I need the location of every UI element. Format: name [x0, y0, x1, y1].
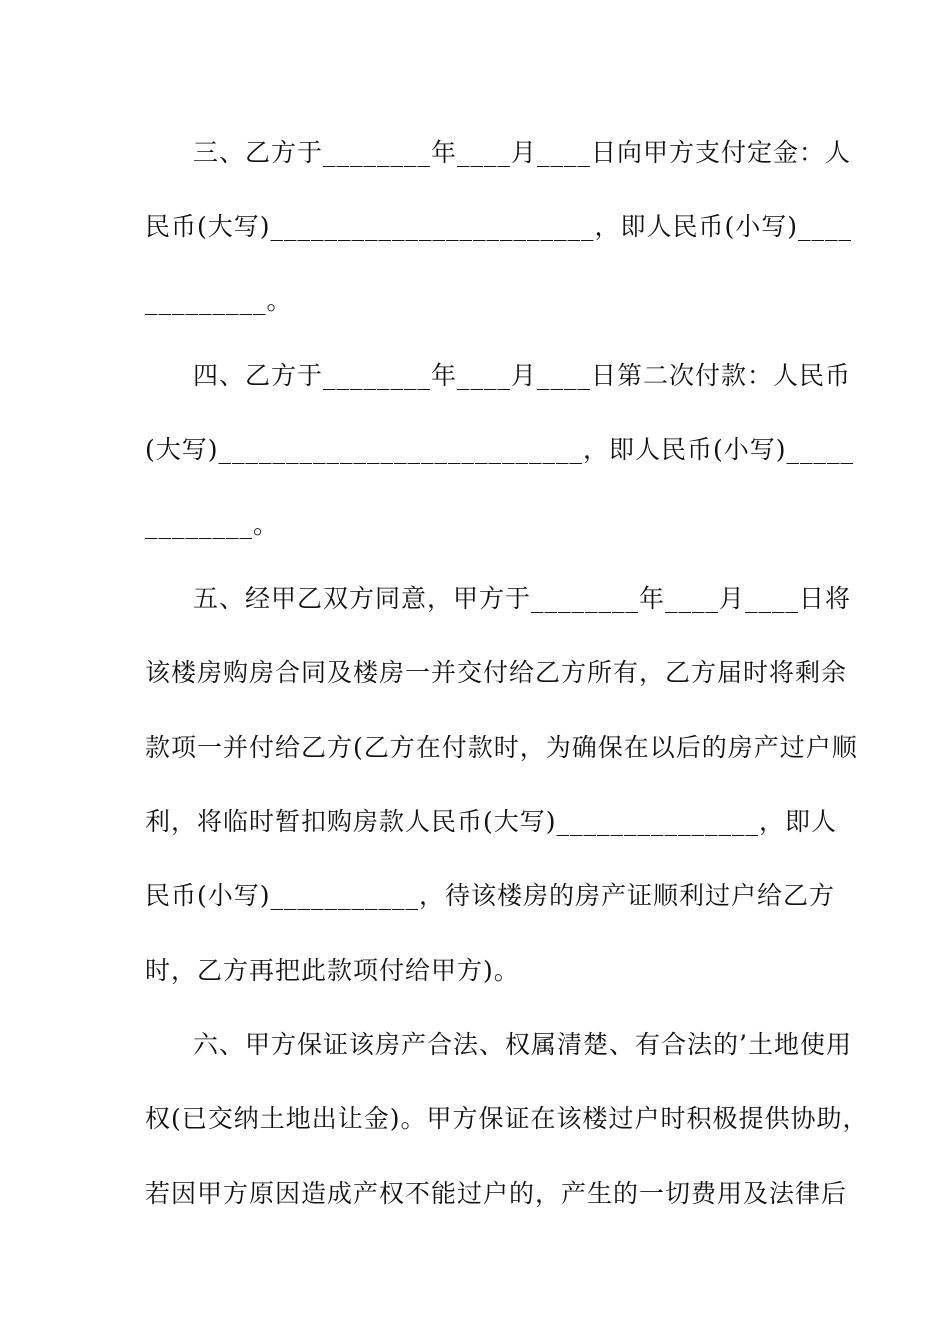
clause-6-line-2: 权(已交纳土地出让金)。甲方保证在该楼过户时积极提供协助，: [145, 1104, 869, 1133]
clause-6-line-1: 六、甲方保证该房产合法、权属清楚、有合法的’土地使用: [193, 1030, 852, 1059]
clause-3-line-2: 民币(大写)________________________，即人民币(小写)____: [145, 212, 853, 241]
clause-3-line-1: 三、乙方于________年____月____日向甲方支付定金：人: [193, 138, 852, 167]
clause-4-line-2: (大写)___________________________，即人民币(小写)_____: [145, 435, 855, 464]
clause-4-line-3: ________。: [145, 510, 280, 539]
clause-5-line-4: 利，将临时暂扣购房款人民币(大写)_______________，即人: [145, 807, 838, 836]
clause-4-line-1: 四、乙方于________年____月____日第二次付款：人民币: [193, 361, 852, 390]
clause-5-line-6: 时，乙方再把此款项付给甲方)。: [145, 956, 520, 985]
clause-5-line-3: 款项一并付给乙方(乙方在付款时，为确保在以后的房产过户顺: [145, 733, 858, 762]
clause-3-line-3: _________。: [145, 286, 293, 315]
clause-5-line-2: 该楼房购房合同及楼房一并交付给乙方所有，乙方届时将剩余: [145, 658, 848, 687]
clause-5-line-5: 民币(小写)___________，待该楼房的房产证顺利过户给乙方: [145, 881, 836, 910]
clause-6-line-3: 若因甲方原因造成产权不能过户的，产生的一切费用及法律后: [145, 1179, 848, 1208]
clause-5-line-1: 五、经甲乙双方同意，甲方于________年____月____日将: [193, 584, 852, 613]
